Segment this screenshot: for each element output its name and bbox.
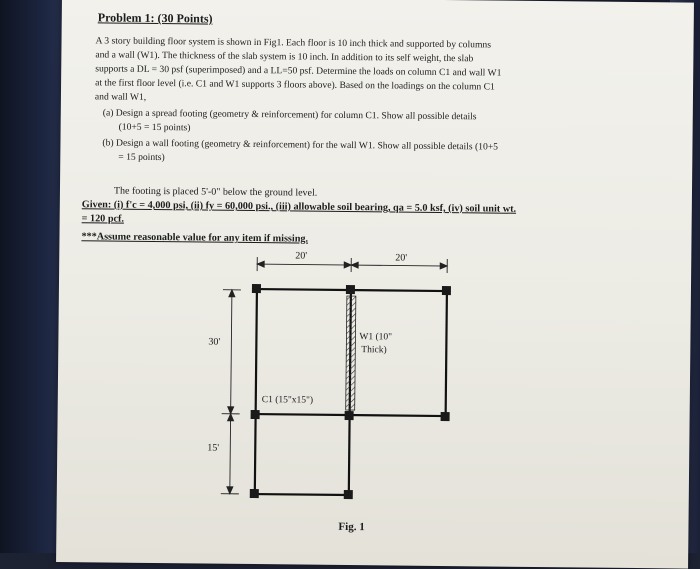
intro-line-5: and wall W1, <box>95 90 146 105</box>
column-marker <box>250 489 259 498</box>
part-a-line-1: (a) Design a spread footing (geometry & reinforcement) for column C1. Show all possible details <box>103 106 477 124</box>
footing-note: The footing is placed 5'-0" below the ground level. <box>114 185 317 201</box>
dim-line-bottom-bay <box>230 414 231 494</box>
dim-label-right-span: 20' <box>395 253 407 264</box>
wall-w1-hatched <box>346 296 356 410</box>
arrow-right-span-end <box>440 263 447 269</box>
dim-label-left-span: 20' <box>295 250 307 261</box>
column-c1-label: C1 (15"x15") <box>262 395 313 406</box>
problem-title: Problem 1: (30 Points) <box>98 10 213 26</box>
part-a-line-2: (10+5 = 15 points) <box>119 121 191 136</box>
grid-line-bottom <box>255 494 349 495</box>
intro-line-2: and a wall (W1). The thickness of the slab system is 10 inch. In addition to its self weight, the slab <box>95 48 473 66</box>
intro-line-1: A 3 story building floor system is shown in Fig1. Each floor is 10 inch thick and supported by columns <box>95 34 491 52</box>
figure-caption: Fig. 1 <box>338 521 364 533</box>
given-line-2: = 120 pcf. <box>82 213 124 224</box>
wall-label-line-1: W1 (10" <box>359 332 392 342</box>
arrow-bottom-bay-start <box>228 414 234 421</box>
assume-note: ***Assume reasonable value for any item if missing. <box>81 231 308 244</box>
part-b-line-1: (b) Design a wall footing (geometry & reinforcement) for the wall W1. Show all possible details (10+5 <box>102 136 498 154</box>
column-marker <box>441 412 450 421</box>
problem-sheet <box>56 0 694 569</box>
column-c1-marker <box>251 410 260 419</box>
column-marker <box>252 284 261 293</box>
arrow-right-span-start <box>351 262 358 268</box>
dim-line-right-span <box>351 265 447 266</box>
dim-label-bottom-bay: 15' <box>207 443 219 454</box>
arrow-bottom-bay-end <box>227 487 233 494</box>
dim-label-top-bay: 30' <box>208 337 220 348</box>
column-marker <box>345 411 354 420</box>
given-line-1: Given: (i) f'c = 4,000 psi, (ii) fy = 60,000 psi., (iii) allowable soil bearing, qa = 5.0 ksf, (iv) soil unit wt. <box>82 199 516 215</box>
arrow-left-span-start <box>257 261 264 267</box>
part-b-line-2: = 15 points) <box>118 151 165 165</box>
column-marker <box>344 490 353 499</box>
dim-line-top-bay <box>231 290 232 414</box>
grid-line-right <box>446 291 447 416</box>
dim-line-left-span <box>257 264 351 265</box>
intro-line-3: supports a DL = 30 psf (superimposed) and a LL=50 psf. Determine the loads on column C1 and wall W1 <box>95 62 501 80</box>
wall-label-line-2: Thick) <box>361 345 386 355</box>
grid-line-left <box>255 289 257 494</box>
column-marker <box>442 286 451 295</box>
arrow-top-bay-start <box>229 290 235 297</box>
floor-plan-figure <box>56 0 694 569</box>
intro-line-4: at the first floor level (i.e. C1 and W1 supports 3 floors above). Based on the loadings on the column C1 <box>95 76 495 94</box>
column-marker <box>346 285 355 294</box>
